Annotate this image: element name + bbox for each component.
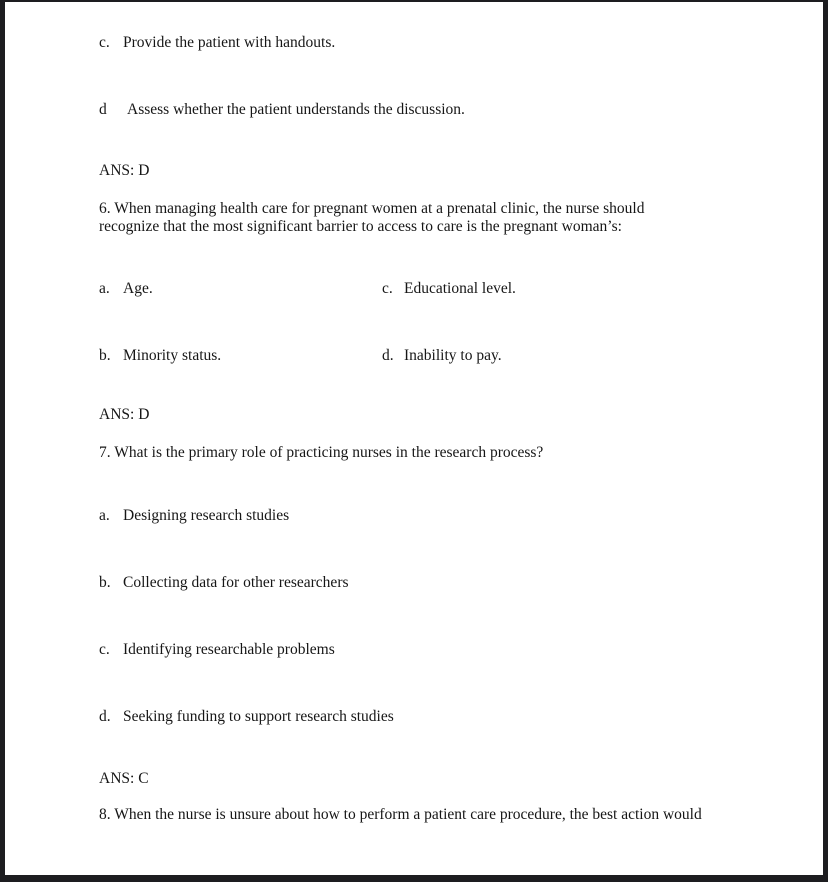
- answer-option-c: [99, 34, 335, 52]
- option-letter: d.: [99, 708, 111, 725]
- option-letter: c.: [99, 641, 110, 658]
- option-letter: a.: [99, 507, 110, 524]
- answer-option-b: [99, 347, 221, 365]
- question-7-text: 7. What is the primary role of practicing nurses in the research process?: [99, 444, 544, 461]
- option-text: Seeking funding to support research studies: [123, 708, 394, 725]
- option-letter: d.: [382, 347, 394, 364]
- option-text: Designing research studies: [123, 507, 290, 524]
- option-letter: d: [99, 101, 107, 118]
- option-text: Inability to pay.: [404, 347, 502, 364]
- option-letter: a.: [99, 280, 110, 297]
- option-text: Provide the patient with handouts.: [123, 34, 336, 51]
- answer-key-prev: ANS: D: [99, 162, 150, 179]
- answer-option-a: [99, 280, 153, 298]
- option-letter: b.: [99, 347, 111, 364]
- question-8-text: 8. When the nurse is unsure about how to perform a patient care procedure, the best action would: [99, 806, 702, 823]
- answer-option-a: [99, 507, 289, 525]
- answer-option-d: [99, 708, 394, 726]
- answer-option-c: [382, 280, 516, 298]
- option-text: Collecting data for other researchers: [123, 574, 349, 591]
- option-letter: c.: [99, 34, 110, 51]
- answer-option-b: [99, 574, 349, 592]
- option-text: Identifying researchable problems: [123, 641, 335, 658]
- option-text: Educational level.: [404, 280, 516, 297]
- question-6-text: 6. When managing health care for pregnant women at a prenatal clinic, the nurse should recognize that the most significant barrier to access to care is the pregnant woman’s:: [99, 200, 645, 235]
- option-text: Age.: [123, 280, 153, 297]
- answer-option-d: [382, 347, 502, 365]
- option-letter: c.: [382, 280, 393, 297]
- option-text: Minority status.: [123, 347, 222, 364]
- document-page: [5, 2, 823, 875]
- answer-option-c: [99, 641, 335, 659]
- answer-option-d: [99, 101, 465, 119]
- answer-key-q7: ANS: C: [99, 770, 149, 787]
- q6-options-row-2: [99, 347, 823, 365]
- option-letter: b.: [99, 574, 111, 591]
- answer-key-q6: ANS: D: [99, 406, 150, 423]
- q6-options-row-1: [99, 280, 823, 298]
- option-text: Assess whether the patient understands the discussion.: [127, 101, 465, 118]
